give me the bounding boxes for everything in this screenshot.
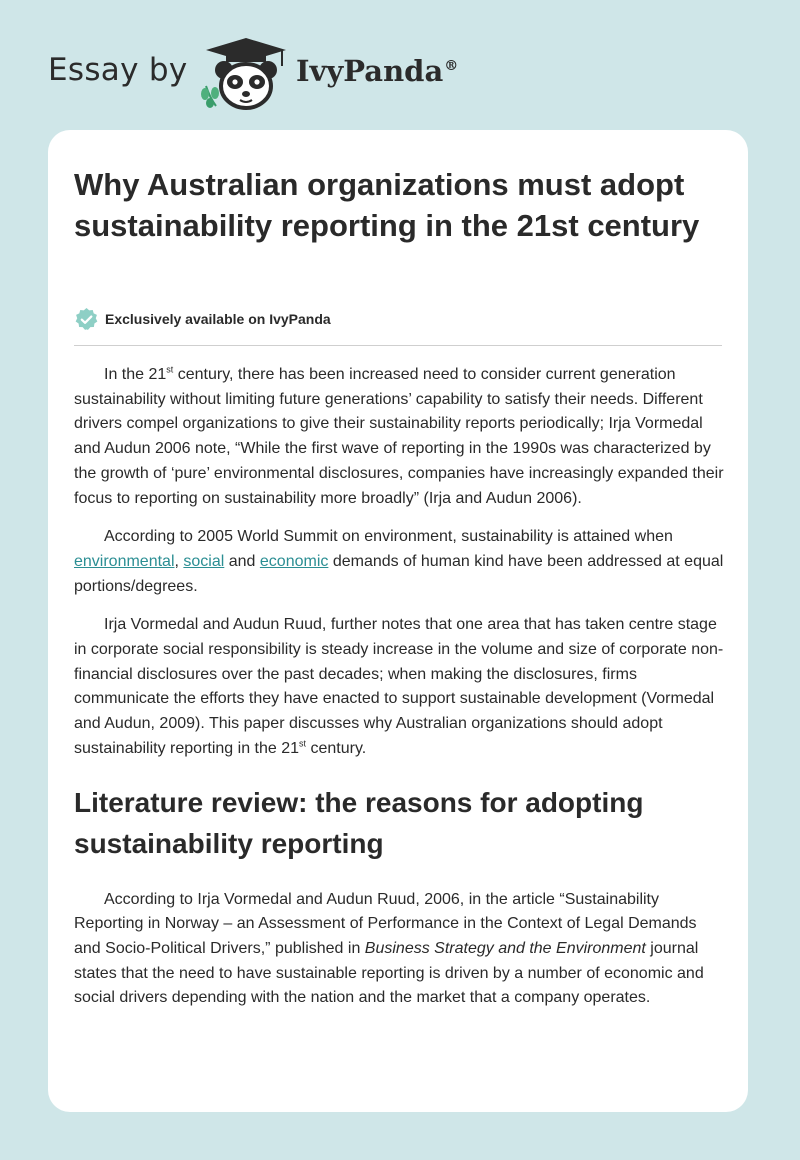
paragraph-4: According to Irja Vormedal and Audun Ruud, 2006, in the article “Sustainability Reporting in Norway – an Assessment of Performance in the Context of Legal Demands and Socio-Political Drivers,” published in Business Strategy and the Environment journal states that the need to have sustainable reporting is driven by a number of economic and social drivers depending with the nation and the market that a company operates. (74, 890, 704, 1007)
link-economic[interactable]: economic (259, 552, 329, 570)
site-header (0, 0, 800, 130)
divider (74, 345, 722, 346)
brand-prefix: Essay by (48, 52, 188, 88)
exclusive-label: Exclusively available on IvyPanda (105, 311, 331, 327)
article-card (48, 130, 748, 1112)
panda-graduate-icon[interactable] (200, 36, 292, 112)
paragraph-2: According to 2005 World Summit on environment, sustainability is attained when environmental, social and economic demands of human kind have been addressed at equal portions/degrees. (74, 528, 724, 595)
paragraph-3: Irja Vormedal and Audun Ruud, further notes that one area that has taken centre stage in corporate social responsibility is steady increase in the volume and size of corporate non-financial disclosures over the past decades; when making the disclosures, firms communicate the efforts they have enacted to support sustainable development (Vormedal and Audun, 2009). This paper discusses why Australian organizations should adopt sustainability reporting in the 21st century. (74, 616, 724, 757)
article-title: Why Australian organizations must adopt sustainability reporting in the 21st century (74, 167, 700, 243)
paragraph-1: In the 21st century, there has been increased need to consider current generation sustainability without limiting future generations’ capability to satisfy their needs. Different drivers compel organizations to give their sustainability reports periodically; Irja Vormedal and Audun 2006 note, “While the first wave of reporting in the 1990s was characterized by the growth of ‘pure’ environmental disclosures, companies have increasingly expanded their focus to reporting on sustainability more broadly” (Irja and Audun 2006). (74, 364, 724, 507)
link-social[interactable]: social (183, 552, 225, 570)
brand-name: IvyPanda® (296, 54, 459, 88)
link-environmental[interactable]: environmental (74, 552, 175, 570)
check-badge-icon (74, 307, 99, 332)
exclusive-notice (74, 306, 331, 332)
article-body (74, 363, 726, 1025)
section-heading: Literature review: the reasons for adopting sustainability reporting (74, 786, 644, 859)
registered-mark: ® (444, 58, 459, 75)
